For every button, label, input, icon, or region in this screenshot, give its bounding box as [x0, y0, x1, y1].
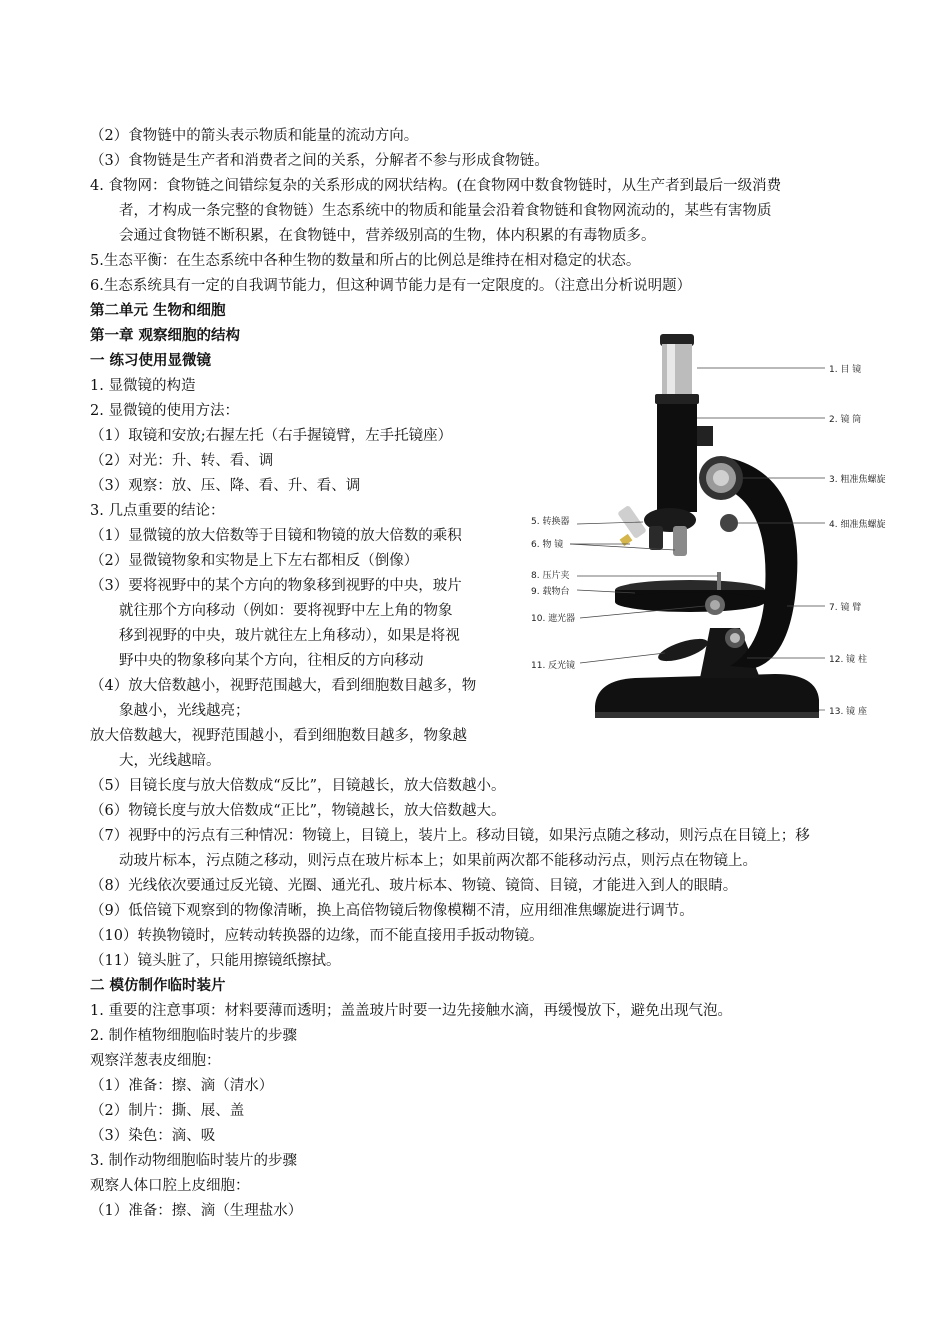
text-line: （3）观察：放、压、降、看、升、看、调: [90, 478, 361, 494]
text-line: （2）食物链中的箭头表示物质和能量的流动方向。: [90, 128, 419, 144]
text-line: （3）食物链是生产者和消费者之间的关系，分解者不参与形成食物链。: [90, 153, 549, 169]
text-line: 3. 几点重要的结论：: [90, 503, 225, 519]
text-line: （1）显微镜的放大倍数等于目镜和物镜的放大倍数的乘积: [90, 528, 462, 544]
label-fine-focus: 4. 细准焦螺旋: [829, 520, 886, 530]
text-line: 3. 制作动物细胞临时装片的步骤: [90, 1153, 297, 1169]
text-line: （1）准备：擦、滴（生理盐水）: [90, 1203, 303, 1219]
label-objective: 6. 物 镜: [531, 540, 564, 550]
text-line: （5）目镜长度与放大倍数成“反比”，目镜越长，放大倍数越小。: [90, 778, 506, 794]
text-line: （3）要将视野中的某个方向的物象移到视野的中央，玻片: [90, 578, 462, 594]
text-line: （6）物镜长度与放大倍数成“正比”，物镜越长，放大倍数越大。: [90, 803, 506, 819]
chapter-heading: 第一章 观察细胞的结构: [90, 328, 241, 344]
text-line: 观察洋葱表皮细胞：: [90, 1053, 221, 1069]
label-diaphragm: 10. 遮光器: [531, 614, 576, 624]
text-line: 5.生态平衡：在生态系统中各种生物的数量和所占的比例总是维持在相对稳定的状态。: [90, 253, 641, 269]
label-stage: 9. 载物台: [531, 587, 570, 597]
text-line: 移到视野的中央，玻片就往左上角移动），如果是将视: [119, 628, 460, 644]
text-line: （2）对光：升、转、看、调: [90, 453, 274, 469]
text-line: （1）准备：擦、滴（清水）: [90, 1078, 274, 1094]
text-line: 大，光线越暗。: [119, 753, 221, 769]
text-line: （2）显微镜物象和实物是上下左右都相反（倒像）: [90, 553, 419, 569]
text-line: 会通过食物链不断积累，在食物链中，营养级别高的生物，体内积累的有毒物质多。: [119, 228, 656, 244]
label-nosepiece: 5. 转换器: [531, 517, 570, 527]
section-heading: 一 练习使用显微镜: [90, 353, 212, 369]
text-line: （11）镜头脏了，只能用擦镜纸擦拭。: [90, 953, 341, 969]
label-mirror: 11. 反光镜: [531, 661, 576, 671]
text-line: （9）低倍镜下观察到的物像清晰，换上高倍物镜后物像模糊不清，应用细准焦螺旋进行调节。: [90, 903, 694, 919]
text-line: （10）转换物镜时，应转动转换器的边缘，而不能直接用手扳动物镜。: [90, 928, 544, 944]
text-line: 野中央的物象移向某个方向，往相反的方向移动: [119, 653, 424, 669]
label-stage-clip: 8. 压片夹: [531, 571, 570, 581]
microscope-diagram: [525, 328, 910, 728]
label-tube: 2. 镜 筒: [829, 415, 862, 425]
text-line: （7）视野中的污点有三种情况：物镜上，目镜上，装片上。移动目镜，如果污点随之移动，则污点在目镜上；移: [90, 828, 810, 844]
text-line: 1. 重要的注意事项：材料要薄而透明；盖盖玻片时要一边先接触水滴，再缓慢放下，避免出现气泡。: [90, 1003, 732, 1019]
text-line: （3）染色：滴、吸: [90, 1128, 216, 1144]
label-eyepiece: 1. 目 镜: [829, 365, 862, 375]
text-line: 2. 显微镜的使用方法：: [90, 403, 239, 419]
text-line: 4. 食物网：食物链之间错综复杂的关系形成的网状结构。(在食物网中数食物链时，从生产者到最后一级消费: [90, 178, 782, 194]
text-line: 放大倍数越大，视野范围越小，看到细胞数目越多，物象越: [90, 728, 467, 744]
label-arm: 7. 镜 臂: [829, 603, 862, 613]
unit-heading: 第二单元 生物和细胞: [90, 303, 226, 319]
text-line: 就往那个方向移动（例如：要将视野中左上角的物象: [119, 603, 453, 619]
text-line: 1. 显微镜的构造: [90, 378, 196, 394]
section-heading: 二 模仿制作临时装片: [90, 978, 226, 994]
text-line: 象越小，光线越亮；: [119, 703, 250, 719]
text-line: （8）光线依次要通过反光镜、光圈、通光孔、玻片标本、物镜、镜筒、目镜，才能进入到人的眼睛。: [90, 878, 738, 894]
label-base: 13. 镜 座: [829, 707, 868, 717]
text-line: （1）取镜和安放;右握左托（右手握镜臂，左手托镜座）: [90, 428, 453, 444]
text-line: （4）放大倍数越小，视野范围越大，看到细胞数目越多，物: [90, 678, 477, 694]
label-coarse-focus: 3. 粗准焦螺旋: [829, 475, 886, 485]
label-pillar: 12. 镜 柱: [829, 655, 868, 665]
text-line: 6.生态系统具有一定的自我调节能力，但这种调节能力是有一定限度的。（注意出分析说明题）: [90, 278, 692, 294]
text-line: 2. 制作植物细胞临时装片的步骤: [90, 1028, 297, 1044]
text-line: 观察人体口腔上皮细胞：: [90, 1178, 250, 1194]
text-line: 动玻片标本，污点随之移动，则污点在玻片标本上；如果前两次都不能移动污点，则污点在物镜上。: [119, 853, 757, 869]
text-line: 者，才构成一条完整的食物链）生态系统中的物质和能量会沿着食物链和食物网流动的，某些有害物质: [119, 203, 772, 219]
text-line: （2）制片：撕、展、盖: [90, 1103, 245, 1119]
